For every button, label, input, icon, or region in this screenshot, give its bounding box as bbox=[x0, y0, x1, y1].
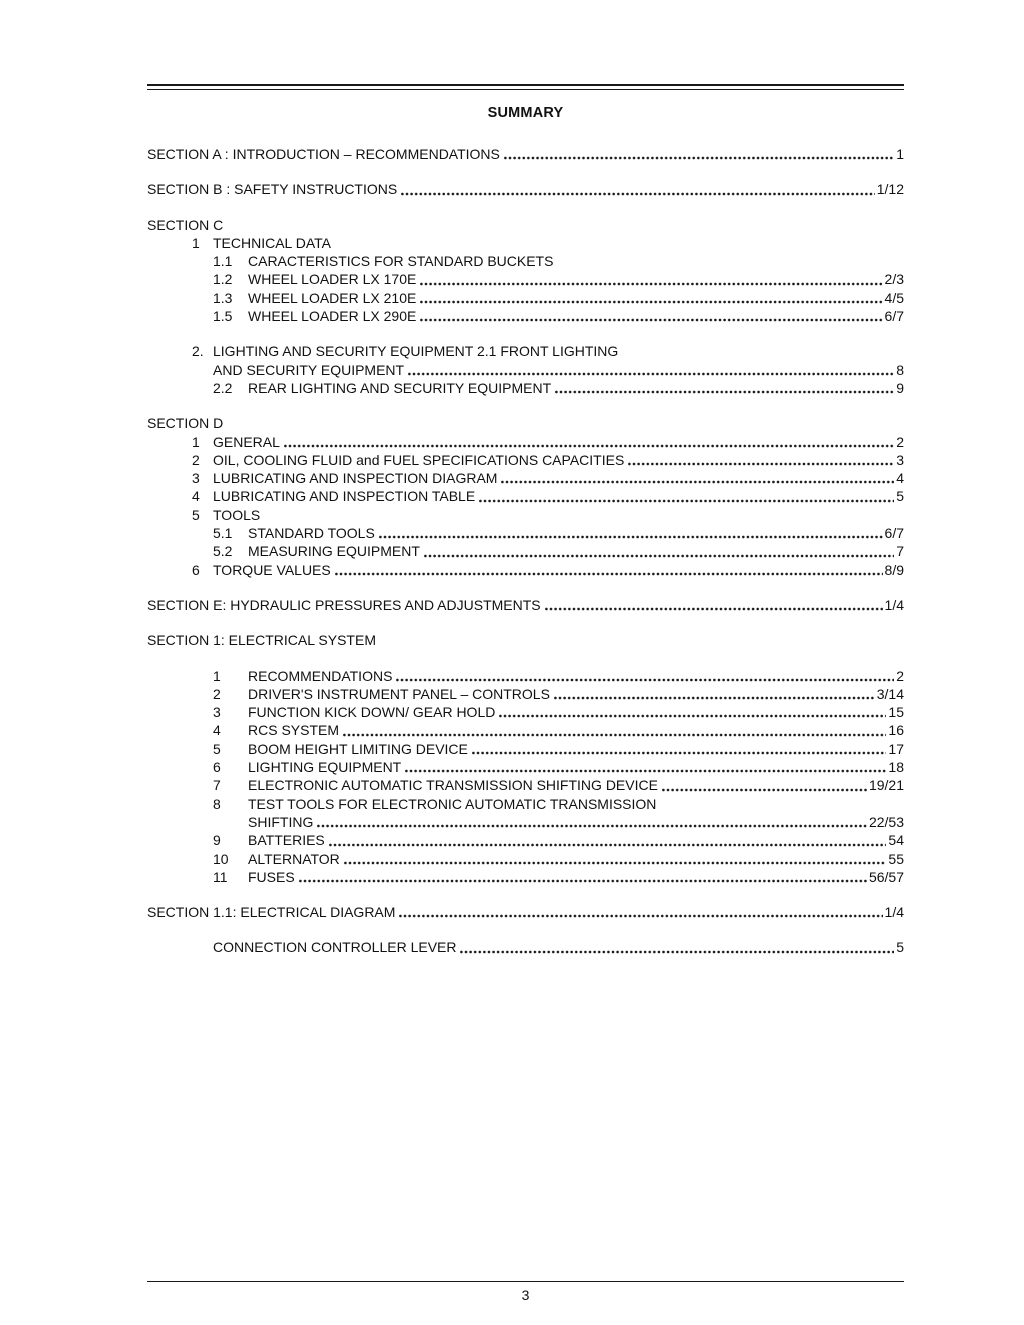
toc-entry-page: 8/9 bbox=[884, 561, 904, 578]
leader-dots bbox=[396, 678, 894, 682]
toc-entry bbox=[147, 414, 904, 432]
toc-entry-page: 5 bbox=[896, 939, 904, 956]
toc-entry-label: TOOLS bbox=[213, 506, 261, 523]
toc-entry bbox=[147, 813, 904, 831]
toc-entry-page: 3/14 bbox=[876, 685, 904, 702]
toc-entry bbox=[147, 561, 904, 579]
toc-entry-number: 1 bbox=[192, 234, 200, 251]
toc-entry-number: 2.2 bbox=[213, 379, 233, 396]
toc-entry-number: 6 bbox=[192, 561, 200, 578]
leader-dots bbox=[662, 788, 867, 792]
toc-entry bbox=[147, 542, 904, 560]
toc-entry-number: 2 bbox=[192, 451, 200, 468]
toc-entry bbox=[147, 342, 904, 360]
toc-entry bbox=[147, 703, 904, 721]
toc-entry-label: LUBRICATING AND INSPECTION TABLE bbox=[213, 488, 476, 505]
toc-entry bbox=[147, 234, 904, 252]
toc-entry-label: FUNCTION KICK DOWN/ GEAR HOLD bbox=[248, 704, 496, 721]
toc-entry bbox=[147, 487, 904, 505]
toc-entry-page: 1/12 bbox=[876, 181, 904, 198]
toc-entry-label: SECTION B : SAFETY INSTRUCTIONS bbox=[147, 181, 398, 198]
toc-entry bbox=[147, 451, 904, 469]
toc-entry-page: 4/5 bbox=[884, 289, 904, 306]
toc-entry bbox=[147, 776, 904, 794]
toc-entry-label: RCS SYSTEM bbox=[248, 722, 340, 739]
leader-dots bbox=[317, 824, 867, 828]
leader-dots bbox=[554, 696, 875, 700]
toc-entry-label: AND SECURITY EQUIPMENT bbox=[213, 361, 405, 378]
toc-entry-label: WHEEL LOADER LX 290E bbox=[248, 308, 417, 325]
toc-entry bbox=[147, 758, 904, 776]
leader-dots bbox=[284, 444, 894, 448]
leader-dots bbox=[329, 843, 887, 847]
toc-entry-label: SECTION 1.1: ELECTRICAL DIAGRAM bbox=[147, 904, 396, 921]
footer-rule bbox=[147, 1281, 904, 1282]
toc-entry bbox=[147, 524, 904, 542]
page-content bbox=[147, 0, 904, 957]
toc-entry-number: 3 bbox=[213, 704, 221, 721]
toc-entry bbox=[147, 289, 904, 307]
toc-entry-label: SECTION 1: ELECTRICAL SYSTEM bbox=[147, 632, 376, 649]
toc-list bbox=[147, 145, 904, 957]
toc-entry-page: 1 bbox=[896, 146, 904, 162]
toc-entry-page: 9 bbox=[896, 379, 904, 396]
toc-entry-number: 9 bbox=[213, 832, 221, 849]
toc-entry-label: SECTION C bbox=[147, 216, 224, 233]
toc-entry-number: 1 bbox=[192, 433, 200, 450]
toc-entry bbox=[147, 631, 904, 649]
toc-entry-number: 2. bbox=[192, 343, 204, 360]
leader-dots bbox=[499, 714, 886, 718]
toc-entry-page: 1/4 bbox=[884, 596, 904, 613]
toc-entry-label: OIL, COOLING FLUID and FUEL SPECIFICATIONS CAPACITIES bbox=[213, 451, 625, 468]
toc-entry bbox=[147, 938, 904, 956]
toc-entry-page: 15 bbox=[888, 704, 904, 721]
toc-entry bbox=[147, 379, 904, 397]
toc-entry-label: SECTION D bbox=[147, 415, 224, 432]
toc-entry-label: TECHNICAL DATA bbox=[213, 234, 331, 251]
toc-entry-label: BOOM HEIGHT LIMITING DEVICE bbox=[248, 740, 468, 757]
toc-entry-label: WHEEL LOADER LX 170E bbox=[248, 271, 417, 288]
toc-entry-number: 7 bbox=[213, 777, 221, 794]
toc-entry bbox=[147, 361, 904, 379]
leader-dots bbox=[344, 861, 887, 865]
leader-dots bbox=[479, 499, 894, 503]
toc-entry bbox=[147, 145, 904, 163]
toc-entry-label: LIGHTING EQUIPMENT bbox=[248, 759, 402, 776]
leader-dots bbox=[545, 607, 883, 611]
toc-entry-page: 5 bbox=[896, 488, 904, 505]
toc-entry bbox=[147, 903, 904, 921]
toc-entry-page: 18 bbox=[888, 759, 904, 776]
page-title: SUMMARY bbox=[487, 105, 564, 121]
toc-entry bbox=[147, 252, 904, 270]
toc-entry bbox=[147, 469, 904, 487]
leader-dots bbox=[424, 554, 894, 558]
leader-dots bbox=[343, 733, 886, 737]
leader-dots bbox=[460, 950, 894, 954]
leader-dots bbox=[420, 282, 882, 286]
toc-entry-page: 2 bbox=[896, 433, 904, 450]
toc-entry bbox=[147, 667, 904, 685]
toc-entry-label: STANDARD TOOLS bbox=[248, 525, 375, 542]
leader-dots bbox=[501, 480, 894, 484]
toc-entry-label: FUSES bbox=[248, 868, 295, 885]
toc-entry-page: 55 bbox=[888, 850, 904, 867]
toc-entry-number: 1.1 bbox=[213, 253, 233, 270]
toc-entry-page: 8 bbox=[896, 361, 904, 378]
leader-dots bbox=[379, 535, 883, 539]
toc-entry-label: TORQUE VALUES bbox=[213, 561, 331, 578]
leader-dots bbox=[420, 300, 882, 304]
toc-entry-number: 10 bbox=[213, 850, 229, 867]
footer-page-number: 3 bbox=[521, 1287, 530, 1303]
toc-entry-number: 1.2 bbox=[213, 271, 233, 288]
toc-entry-page: 6/7 bbox=[884, 525, 904, 542]
toc-entry bbox=[147, 740, 904, 758]
toc-entry-label: GENERAL bbox=[213, 433, 280, 450]
leader-dots bbox=[420, 318, 882, 322]
leader-dots bbox=[555, 390, 894, 394]
toc-entry bbox=[147, 831, 904, 849]
toc-entry-label: CONNECTION CONTROLLER LEVER bbox=[213, 939, 457, 956]
toc-entry-label: SHIFTING bbox=[248, 813, 314, 830]
toc-entry-label: BATTERIES bbox=[248, 832, 325, 849]
toc-entry-page: 56/57 bbox=[868, 868, 904, 885]
toc-entry bbox=[147, 433, 904, 451]
toc-entry-number: 8 bbox=[213, 795, 221, 812]
toc-entry-label: REAR LIGHTING AND SECURITY EQUIPMENT bbox=[248, 379, 552, 396]
leader-dots bbox=[504, 156, 894, 160]
leader-dots bbox=[628, 462, 894, 466]
toc-entry bbox=[147, 795, 904, 813]
toc-entry-number: 1.3 bbox=[213, 289, 233, 306]
leader-dots bbox=[405, 769, 886, 773]
toc-entry-number: 5 bbox=[213, 740, 221, 757]
leader-dots bbox=[472, 751, 887, 755]
toc-entry bbox=[147, 685, 904, 703]
toc-entry-number: 2 bbox=[213, 685, 221, 702]
toc-entry-page: 4 bbox=[896, 470, 904, 487]
toc-entry-number: 6 bbox=[213, 759, 221, 776]
toc-entry-page: 2 bbox=[896, 667, 904, 684]
toc-entry bbox=[147, 721, 904, 739]
toc-entry-number: 3 bbox=[192, 470, 200, 487]
toc-entry-page: 22/53 bbox=[868, 813, 904, 830]
toc-entry-label: SECTION A : INTRODUCTION – RECOMMENDATIONS bbox=[147, 146, 500, 162]
toc-entry-page: 16 bbox=[888, 722, 904, 739]
toc-entry bbox=[147, 506, 904, 524]
toc-entry-label: MEASURING EQUIPMENT bbox=[248, 543, 420, 560]
toc-entry-label: ELECTRONIC AUTOMATIC TRANSMISSION SHIFTING DEVICE bbox=[248, 777, 658, 794]
toc-entry-number: 5.2 bbox=[213, 543, 233, 560]
top-double-rule bbox=[147, 84, 904, 90]
toc-entry-page: 19/21 bbox=[868, 777, 904, 794]
toc-entry-page: 3 bbox=[896, 451, 904, 468]
toc-entry-label: TEST TOOLS FOR ELECTRONIC AUTOMATIC TRANSMISSION bbox=[248, 795, 657, 812]
toc-entry-number: 11 bbox=[213, 868, 228, 885]
toc-entry-number: 5 bbox=[192, 506, 200, 523]
toc-entry bbox=[147, 216, 904, 234]
leader-dots bbox=[335, 572, 883, 576]
toc-entry-page: 1/4 bbox=[884, 904, 904, 921]
toc-entry-label: CARACTERISTICS FOR STANDARD BUCKETS bbox=[248, 253, 554, 270]
toc-entry-number: 5.1 bbox=[213, 525, 233, 542]
toc-entry-page: 2/3 bbox=[884, 271, 904, 288]
toc-entry bbox=[147, 180, 904, 198]
toc-entry-page: 6/7 bbox=[884, 308, 904, 325]
leader-dots bbox=[401, 192, 875, 196]
toc-entry bbox=[147, 270, 904, 288]
toc-entry-label: LUBRICATING AND INSPECTION DIAGRAM bbox=[213, 470, 498, 487]
toc-entry bbox=[147, 307, 904, 325]
toc-entry bbox=[147, 868, 904, 886]
toc-entry-label: DRIVER'S INSTRUMENT PANEL – CONTROLS bbox=[248, 685, 550, 702]
toc-entry-label: RECOMMENDATIONS bbox=[248, 667, 393, 684]
toc-entry-label: WHEEL LOADER LX 210E bbox=[248, 289, 417, 306]
toc-entry-page: 7 bbox=[896, 543, 904, 560]
toc-entry-label: ALTERNATOR bbox=[248, 850, 340, 867]
toc-entry bbox=[147, 850, 904, 868]
toc-entry-number: 1.5 bbox=[213, 308, 233, 325]
toc-entry-label: LIGHTING AND SECURITY EQUIPMENT 2.1 FRONT LIGHTING bbox=[213, 343, 619, 360]
toc-entry-number: 4 bbox=[213, 722, 221, 739]
leader-dots bbox=[299, 879, 867, 883]
leader-dots bbox=[408, 372, 894, 376]
toc-entry-label: SECTION E: HYDRAULIC PRESSURES AND ADJUSTMENTS bbox=[147, 596, 541, 613]
toc-entry-page: 54 bbox=[888, 832, 904, 849]
toc-entry bbox=[147, 596, 904, 614]
leader-dots bbox=[399, 914, 882, 918]
toc-entry-page: 17 bbox=[888, 740, 904, 757]
toc-entry-number: 1 bbox=[213, 667, 221, 684]
toc-entry-number: 4 bbox=[192, 488, 200, 505]
